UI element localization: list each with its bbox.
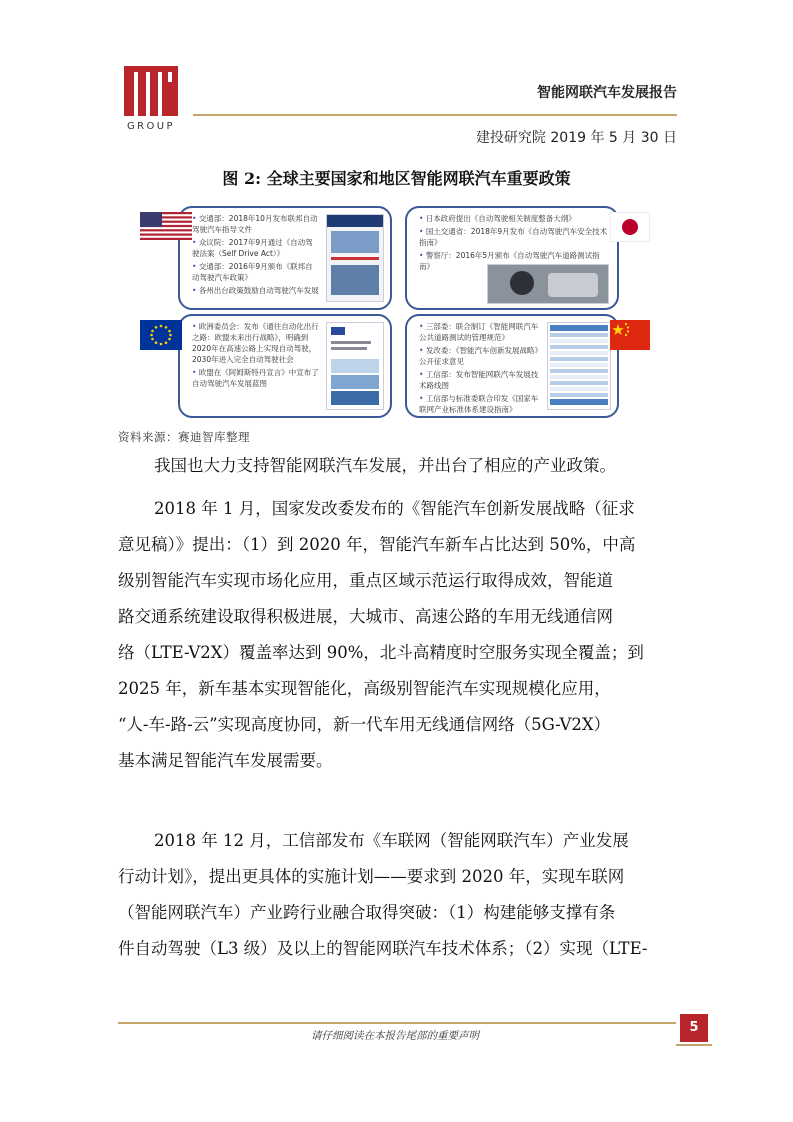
text-line: 基本满足智能汽车发展需要。 bbox=[118, 751, 333, 770]
us-flag-icon bbox=[140, 212, 192, 240]
text-line: 2018 年 12 月，工信部发布《车联网（智能网联汽车）产业发展 bbox=[154, 831, 629, 850]
china-flag-icon bbox=[610, 320, 650, 350]
org-date: 建投研究院 2019 年 5 月 30 日 bbox=[475, 130, 677, 146]
text-line: 络（LTE-V2X）覆盖率达到 90%，北斗高精度时空服务实现全覆盖；到 bbox=[118, 643, 644, 662]
disclaimer-note: 请仔细阅读在本报告尾部的重要声明 bbox=[311, 1030, 479, 1042]
page-number-underline bbox=[676, 1044, 712, 1046]
text-line: 2018 年 1 月，国家发改委发布的《智能汽车创新发展战略（征求 bbox=[154, 499, 635, 518]
list-item: • 警察厅：2016年5月颁布《自动驾驶汽车道路测试指南》 bbox=[419, 250, 609, 272]
figure-title: 图 2: 全球主要国家和地区智能网联汽车重要政策 bbox=[222, 169, 571, 188]
china-roadmap-thumbnail bbox=[547, 322, 611, 410]
panel-china bbox=[405, 314, 619, 418]
footer-divider bbox=[118, 1022, 676, 1024]
group-logo bbox=[122, 66, 180, 134]
figure-source: 资料来源：赛迪智库整理 bbox=[118, 430, 250, 444]
panel-china-list bbox=[419, 321, 541, 417]
us-document-thumbnail bbox=[326, 214, 384, 302]
panel-japan bbox=[405, 206, 619, 310]
panel-eu bbox=[178, 314, 392, 418]
list-item: • 国土交通省：2018年9月发布《自动驾驶汽车安全技术指南》 bbox=[419, 226, 609, 248]
text-line: “人-车-路-云”实现高度协同，新一代车用无线通信网络（5G-V2X） bbox=[118, 715, 611, 734]
eu-flag-icon bbox=[140, 320, 182, 350]
page-number: 5 bbox=[680, 1014, 708, 1042]
logo-text: GROUP bbox=[127, 121, 175, 132]
text-line: 我国也大力支持智能网联汽车发展，并出台了相应的产业政策。 bbox=[154, 456, 616, 475]
text-line: 意见稿）》提出：（1）到 2020 年，智能汽车新车占比达到 50%，中高 bbox=[118, 535, 636, 554]
panel-us-list bbox=[192, 213, 320, 298]
text-line: （智能网联汽车）产业跨行业融合取得突破：（1）构建能够支撑有条 bbox=[118, 903, 616, 922]
list-item: • 各州出台政策鼓励自动驾驶汽车发展 bbox=[192, 285, 320, 296]
list-item: • 三部委：联合制订《智能网联汽车公共道路测试的管理规范》 bbox=[419, 321, 541, 343]
paragraph-intro bbox=[118, 448, 678, 484]
list-item: • 交通部：2016年9月颁布《联邦自动驾驶汽车政策》 bbox=[192, 261, 320, 283]
text-line: 路交通系统建设取得积极进展，大城市、高速公路的车用无线通信网 bbox=[118, 607, 613, 626]
list-item: • 工信部与标准委联合印发《国家车联网产业标准体系建设指南》 bbox=[419, 393, 541, 415]
list-item: • 日本政府提出《自动驾驶相关制度整备大纲》 bbox=[419, 213, 609, 224]
panel-eu-list bbox=[192, 321, 320, 391]
eu-document-thumbnail bbox=[326, 322, 384, 410]
list-item: • 欧洲委员会：发布《通往自动化出行之路：欧盟未来出行战略》，明确到2020年在高速公路上实现自动驾驶，2030年进入完全自动驾驶社会 bbox=[192, 321, 320, 365]
list-item: • 众议院：2017年9月通过《自动驾驶法案（Self Drive Act）》 bbox=[192, 237, 320, 259]
list-item: • 交通部：2018年10月发布联邦自动驾驶汽车指导文件 bbox=[192, 213, 320, 235]
text-line: 2025 年，新车基本实现智能化，高级别智能汽车实现规模化应用， bbox=[118, 679, 611, 698]
panel-us bbox=[178, 206, 392, 310]
logo-mark-icon bbox=[124, 66, 178, 116]
japan-flag-icon bbox=[610, 212, 650, 242]
list-item: • 工信部：发布智能网联汽车发展技术路线图 bbox=[419, 369, 541, 391]
text-line: 级别智能汽车实现市场化应用，重点区域示范运行取得成效，智能道 bbox=[118, 571, 613, 590]
header-divider bbox=[193, 114, 677, 116]
text-line: 行动计划》，提出更具体的实施计划——要求到 2020 年，实现车联网 bbox=[118, 867, 625, 886]
paragraph-strategy bbox=[118, 491, 678, 779]
list-item: • 欧盟在《阿姆斯特丹宣言》中宣布了自动驾驶汽车发展蓝图 bbox=[192, 367, 320, 389]
autonomous-car-photo bbox=[487, 264, 609, 304]
list-item: • 发改委：《智能汽车创新发展战略》公开征求意见 bbox=[419, 345, 541, 367]
report-title: 智能网联汽车发展报告 bbox=[537, 85, 677, 101]
paragraph-action-plan bbox=[118, 823, 678, 967]
text-line: 件自动驾驶（L3 级）及以上的智能网联汽车技术体系；（2）实现（LTE- bbox=[118, 939, 648, 958]
